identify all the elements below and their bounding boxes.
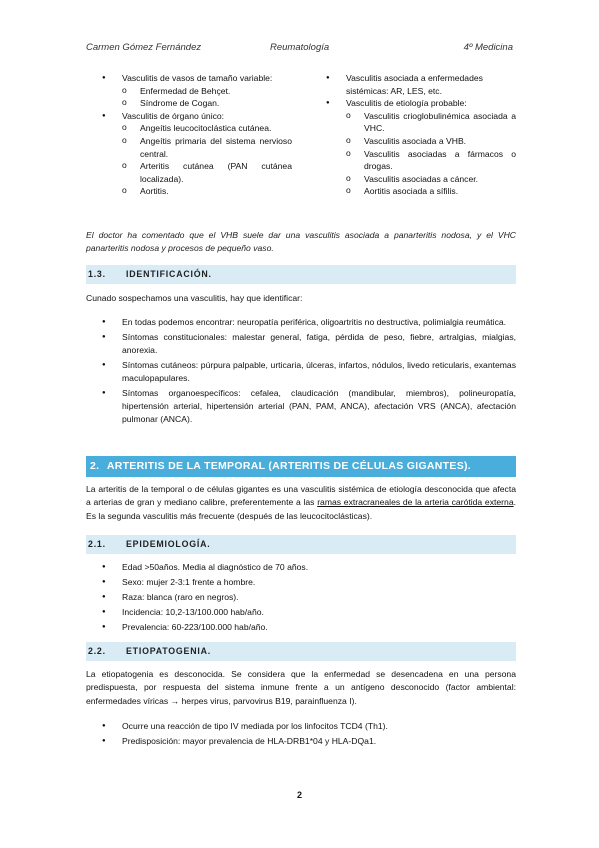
- list-item: o Vasculitis asociadas a cáncer.: [310, 173, 516, 186]
- list-item: ● Síntomas cutáneos: púrpura palpable, urticaria, úlceras, infartos, nódulos, livedo reticularis, exantemas maculopapulares.: [86, 359, 516, 385]
- list-item: ● Raza: blanca (raro en negros).: [86, 591, 516, 604]
- paragraph: La etiopatogenia es desconocida. Se considera que la enfermedad se desencadena en una persona predispuesta, por respuesta del sistema inmune frente a un antígeno desconocido (factor ambiental: enfermedades víricas → herpes virus, parvovirus B19, parainfluenza I).: [86, 669, 516, 706]
- header-course: 4º Medicina: [463, 42, 513, 53]
- list-item: o Síndrome de Cogan.: [86, 97, 292, 110]
- list-item: o Vasculitis asociadas a fármacos o drogas.: [310, 148, 516, 173]
- list-item: ● Incidencia: 10,2-13/100.000 hab/año.: [86, 606, 516, 619]
- section-heading-epidemiologia: [86, 535, 516, 554]
- list-item: ● Prevalencia: 60-223/100.000 hab/año.: [86, 621, 516, 634]
- list-item: o Arteritis cutánea (PAN cutánea localizada).: [86, 160, 292, 185]
- identification-list: [86, 316, 516, 428]
- list-item: ● Vasculitis asociada a enfermedades sistémicas: AR, LES, etc.: [310, 72, 516, 97]
- left-column: [86, 72, 292, 198]
- list-item: ● Edad >50años. Media al diagnóstico de 70 años.: [86, 561, 516, 574]
- epidemiology-list: [86, 561, 516, 636]
- list-item: o Angeítis leucocitoclástica cutánea.: [86, 122, 292, 135]
- section-number: 2.1.: [88, 539, 106, 549]
- text: . Es la segunda vasculitis más frecuente (después de las leucocitoclásticas).: [86, 497, 516, 521]
- list-item: o Vasculitis crioglobulinémica asociada a VHC.: [310, 110, 516, 135]
- list-item: o Angeítis primaria del sistema nervioso central.: [86, 135, 292, 160]
- list-item: ● Vasculitis de etiología probable:: [310, 97, 516, 110]
- section-number: 2.: [90, 460, 100, 472]
- section-number: 1.3.: [88, 269, 106, 279]
- list-item: o Aortitis asociada a sífilis.: [310, 185, 516, 198]
- list-item: ● Ocurre una reacción de tipo IV mediada por los linfocitos TCD4 (Th1).: [86, 720, 516, 733]
- header-author: Carmen Gómez Fernández: [86, 42, 202, 53]
- list-item: o Aortitis.: [86, 185, 292, 198]
- paragraph: Cunado sospechamos una vasculitis, hay que identificar:: [86, 293, 303, 303]
- list-item: ● Síntomas constitucionales: malestar general, fatiga, pérdida de peso, fiebre, artralgias, mialgias, anorexia.: [86, 331, 516, 357]
- doctor-note: El doctor ha comentado que el VHB suele dar una vasculitis asociada a panarteritis nodosa, y el VHC panarteritis nodosa y procesos de pequeño vaso.: [86, 230, 516, 253]
- header-subject: Reumatología: [270, 42, 330, 53]
- list-item: ● En todas podemos encontrar: neuropatía periférica, oligoartritis no destructiva, polimialgia reumática.: [86, 316, 516, 329]
- etiopathogenesis-list: [86, 720, 516, 750]
- text: La arteritis de la temporal o de células gigantes es una vasculitis sistémica de etiología desconocida que afecta a arterias de gran y mediano calibre, preferentemente a las: [86, 484, 516, 508]
- list-item: o Vasculitis asociada a VHB.: [310, 135, 516, 148]
- list-item: ● Predisposición: mayor prevalencia de HLA-DRB1*04 y HLA-DQa1.: [86, 735, 516, 748]
- section-heading-etiopatogenia: [86, 642, 516, 661]
- right-column: [292, 72, 516, 198]
- paragraph: [86, 483, 516, 523]
- list-item: ● Vasculitis de vasos de tamaño variable:: [86, 72, 292, 85]
- section-heading-arteritis: [86, 456, 516, 477]
- section-heading-identificacion: [86, 265, 516, 284]
- page-number: 2: [296, 790, 302, 800]
- list-item: ● Vasculitis de órgano único:: [86, 110, 292, 123]
- list-item: o Enfermedad de Behçet.: [86, 85, 292, 98]
- section-title: ETIOPATOGENIA.: [126, 646, 212, 656]
- section-number: 2.2.: [88, 646, 106, 656]
- section-title: EPIDEMIOLOGÍA.: [126, 539, 211, 549]
- classification-columns: [86, 72, 516, 198]
- section-title: IDENTIFICACIÓN.: [126, 269, 212, 279]
- list-item: ● Sexo: mujer 2-3:1 frente a hombre.: [86, 576, 516, 589]
- list-item: ● Síntomas organoespecíficos: cefalea, claudicación (mandibular, miembros), polineuropatía, hipertensión arterial, hipertensión arterial (PAN, PAM, ANCA), afectación VRS (ANCA), afectación pulmonar (ANCA).: [86, 387, 516, 426]
- section-title: ARTERITIS DE LA TEMPORAL (ARTERITIS DE CÉLULAS GIGANTES).: [106, 460, 472, 472]
- underlined-text: ramas extracraneales de la arteria carótida externa: [317, 497, 514, 508]
